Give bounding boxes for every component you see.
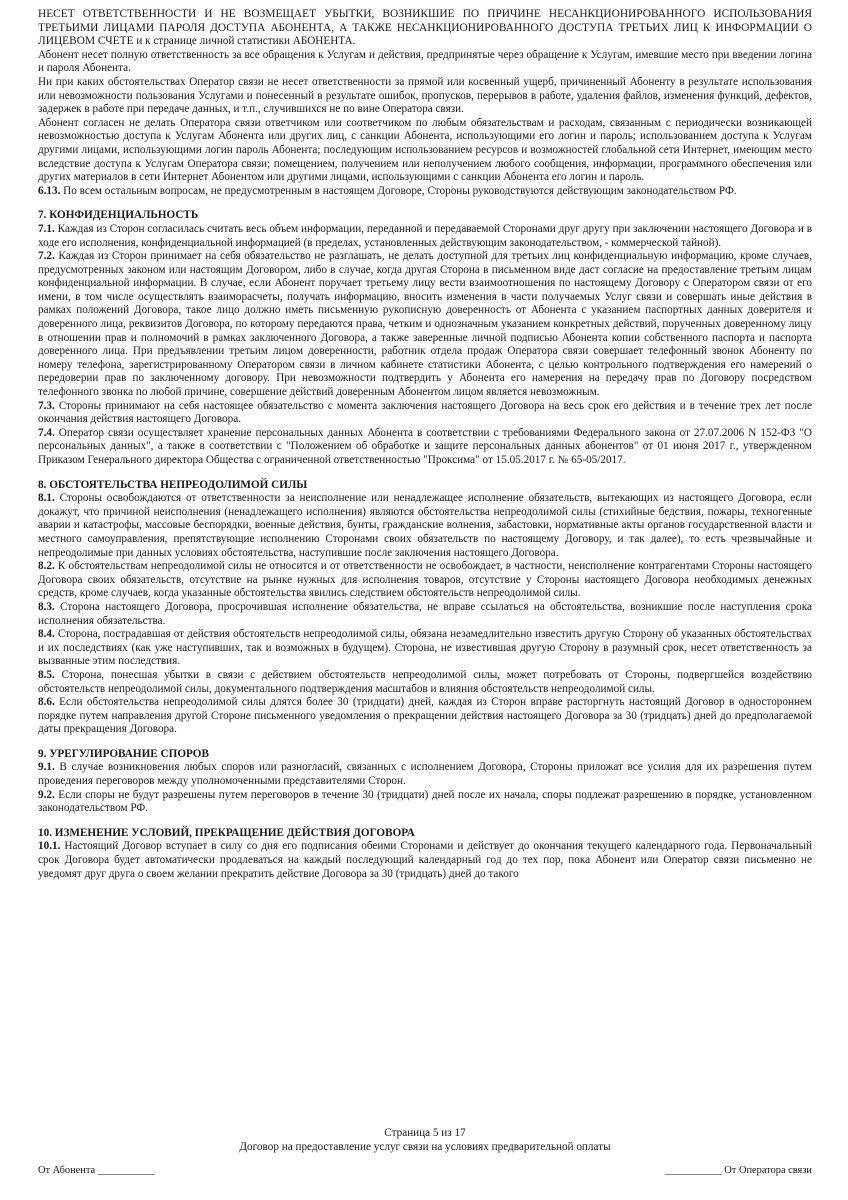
clause-6-13 — [38, 185, 812, 199]
clause-number: 8.6. — [38, 696, 55, 709]
clause-number: 9.1. — [38, 761, 55, 774]
clause-text: Оператор связи осуществляет хранение персональных данных Абонента в соответствии с требованиями Федерального закона от 27.07.2006 N 152-ФЗ "О персональных данных", а также в соответствии с "Положением об обработке и защите персональных данных абонентов" от 01 июня 2017 г., утвержденном Приказом Генерального директора Общества с ограниченной ответственностью "Проксима" от 15.05.2017 г. № 65-05/2017. — [38, 426, 812, 466]
clause-7-2 — [38, 250, 812, 400]
page-footer — [38, 1126, 812, 1154]
clause-7-4 — [38, 427, 812, 468]
section-title-9: 9. УРЕГУЛИРОВАНИЕ СПОРОВ — [38, 747, 209, 760]
clause-text: Настоящий Договор вступает в силу со дня его подписания обеими Сторонами и действует до окончания текущего календарного года. Первоначальный срок Договора будет автоматически продлеваться на каждый последующий календарный год до тех пор, пока Абонент или Оператор связи письменно не уведомят друг друга о своем желании прекратить действие Договора за 30 (тридцать) дней до такого — [38, 840, 812, 880]
clause-text: Сторона, понесшая убытки в связи с действием обстоятельств непреодолимой силы, может потребовать от Стороны, подвергшейся воздействию обстоятельств непреодолимой силы, документального подтверждения масштабов и влияния обстоятельств непреодолимой силы. — [38, 668, 812, 695]
clause-text: Сторона, пострадавшая от действия обстоятельств непреодолимой силы, обязана незамедлительно известить другую Сторону об указанных обстоятельствах и их последствиях (как уже наступивших, так и возможных в будущем). Сторона, не известившая другую Сторону в разумный срок, несет ответственность за вызванные этим последствия. — [38, 628, 812, 668]
clause-number: 7.1. — [38, 222, 55, 235]
clause-text: Стороны принимают на себя настоящее обязательство с момента заключения настоящего Договора на весь срок его действия и в течение трех лет после окончания действия настоящего Договора. — [38, 399, 812, 426]
clause-9-1 — [38, 761, 812, 788]
clause-text: Сторона настоящего Договора, просрочившая исполнение обязательства, не вправе ссылаться на обстоятельства, возникшие после наступления срока исполнения обязательства. — [38, 600, 812, 627]
clause-text: Каждая из Сторон согласилась считать весь объем информации, переданной и передаваемой Сторонами друг другу при заключении настоящего Договора и в ходе его исполнения, конфиденциальной информацией (в пределах, установленных действующим законодательством, - коммерческой тайной). — [38, 222, 812, 249]
clause-number: 8.4. — [38, 628, 55, 641]
caps-paragraph — [38, 8, 812, 49]
paragraph-damage-liability: Ни при каких обстоятельствах Оператор связи не несет ответственности за прямой или косвенный ущерб, причиненный Абоненту в результате использования или невозможности пользования Услугами и понесенный в результате ошибок, пропусков, перерывов в работе, удаления файлов, изменения функций, дефектов, задержек в работе при передаче данных, и т.п., случившихся не по вине Оператора связи. — [38, 75, 812, 116]
clause-8-6 — [38, 696, 812, 737]
document-page — [38, 8, 812, 881]
clause-number: 8.5. — [38, 668, 55, 681]
clause-number: 8.1. — [38, 492, 55, 505]
clause-number: 10.1. — [38, 840, 61, 853]
clause-9-2 — [38, 789, 812, 816]
clause-number: 6.13. — [38, 184, 61, 197]
clause-8-4 — [38, 628, 812, 669]
clause-text: Если споры не будут разрешены путем переговоров в течение 30 (тридцати) дней после их начала, споры подлежат разрешению в порядке, установленном законодательством РФ. — [38, 788, 812, 815]
page-number: Страница 5 из 17 — [384, 1127, 466, 1139]
clause-10-1 — [38, 840, 812, 881]
paragraph-abonent-consent: Абонент согласен не делать Оператора связи ответчиком или соответчиком по любым обязательствам и расходам, связанным с периодически возникающей невозможностью доступа к Услугам Абонента или других лиц, с санкции Абонента, использующими его логин и пароль; использованием доступа к Услугам другими лицами, использующими логин пароль Абонента; последующим использованием ресурсов и возможностей глобальной сети Интернет, имеющим место вследствие доступа к Услугам Оператора связи; помещением, получением или неполучением любого сообщения, информации, программного обеспечения или других материалов в сети Интернет Абонентом или другими лицами, использующими с санкции Абонента его логин и пароль. — [38, 116, 812, 184]
clause-7-3 — [38, 400, 812, 427]
clause-text: В случае возникновения любых споров или разногласий, связанных с исполнением Договора, Стороны приложат все усилия для их разрешения путем проведения переговоров между уполномоченными представителями Сторон. — [38, 761, 812, 788]
clause-8-2 — [38, 560, 812, 601]
clause-number: 8.3. — [38, 600, 55, 613]
clause-number: 9.2. — [38, 788, 55, 801]
clause-text: К обстоятельствам непреодолимой силы не относится и от ответственности не освобождает, в частности, неисполнение контрагентами Стороны настоящего Договора своих обязательств, отсутствие на рынке нужных для исполнения товаров, отсутствие у Стороны настоящего Договора необходимых денежных средств, кроме случаев, когда указанные обстоятельства явились следствием обстоятельств непреодолимой силы. — [38, 560, 812, 600]
clause-number: 8.2. — [38, 560, 55, 573]
document-title: Договор на предоставление услуг связи на условиях предварительной оплаты — [239, 1141, 611, 1153]
section-title-8: 8. ОБСТОЯТЕЛЬСТВА НЕПРЕОДОЛИМОЙ СИЛЫ — [38, 478, 308, 491]
clause-text: Если обстоятельства непреодолимой силы длятся более 30 (тридцати) дней, каждая из Сторон вправе расторгнуть настоящий Договор в одностороннем порядке путем направления другой Стороне письменного уведомления о прекращении действия настоящего Договора за 30 (тридцать) дней до предполагаемой даты прекращения Договора. — [38, 696, 812, 736]
clause-8-5 — [38, 669, 812, 696]
clause-text: Каждая из Сторон принимает на себя обязательство не разглашать, не делать доступной для третьих лиц конфиденциальную информацию, кроме случаев, предусмотренных законом или настоящим Договором, либо в случае, когда другая Сторона в письменном виде даст согласие на предоставление третьим лицам конфиденциальной информации. В случае, если Абонент поручает третьему лицу вести взаимоотношения по настоящему Договору с Оператором связи от его имени, в том числе осуществлять взаиморасчеты, получать информацию, вносить изменения в части получаемых Услуг связи и совершать иные действия в рамках положений Договора, такое лицо должно иметь письменную рукописную доверенность от Абонента с указанием паспортных данных доверителя и доверенного лица, реквизитов Договора, по которому передаются права, четким и однозначным указанием конкретных действий, порученных доверенному лицу в отношении прав и полномочий в рамках заключенного Договора, а также заверенные личной подписью Абонента копии собственного паспорта и паспорта доверенного лица. При предъявлении третьим лицом доверенности, работник отдела продаж Оператора связи совершает телефонный звонок Абоненту по номеру телефона, зарегистрированному Оператором связи в личном кабинете статистики Абонента, с целью контрольного подтверждения его намерений о передоверии прав по заключенному договору. При невозможности подтвердить у Абонента его намерения на передачу прав по Договору посредством телефонного звонка по любой причине, совершение действий доверенным Абонентом лицом является невозможным. — [38, 250, 812, 399]
clause-number: 7.3. — [38, 399, 55, 412]
clause-7-1 — [38, 223, 812, 250]
section-title-7: 7. КОНФИДЕНЦИАЛЬНОСТЬ — [38, 209, 199, 222]
section-title-10: 10. ИЗМЕНЕНИЕ УСЛОВИЙ, ПРЕКРАЩЕНИЕ ДЕЙСТВИЯ ДОГОВОРА — [38, 826, 415, 839]
clause-8-3 — [38, 601, 812, 628]
paragraph-login-responsibility: Абонент несет полную ответственность за все обращения к Услугам и действия, предпринятые через обращение к Услугам, имевшие место при введении логина и пароля Абонента. — [38, 48, 812, 75]
abonent-signature-line: От Абонента ___________ — [38, 1165, 155, 1176]
operator-signature-line: ___________ От Оператора связи — [664, 1165, 812, 1176]
clause-number: 7.4. — [38, 426, 55, 439]
clause-text: Стороны освобождаются от ответственности за неисполнение или ненадлежащее исполнение обязательств, вытекающих из настоящего Договора, если докажут, что причиной неисполнения (ненадлежащего исполнения) являются обстоятельства непреодолимой силы (стихийные бедствия, пожары, техногенные аварии и катастрофы, массовые беспорядки, военные действия, бунты, гражданские волнения, забастовки, нормативные акты органов государственной власти и местного самоуправления, препятствующие исполнению Сторонами своих обязательств по настоящему Договору, и так далее), то есть чрезвычайные и непреодолимые при данных условиях обстоятельства, наступившие после заключения настоящего Договора. — [38, 492, 812, 559]
caps-tail: и к странице личной статистики АБОНЕНТА. — [133, 35, 356, 48]
caps-line: НЕСЕТ ОТВЕТСТВЕННОСТИ И НЕ ВОЗМЕЩАЕТ УБЫТКИ, ВОЗНИКШИЕ ПО ПРИЧИНЕ НЕСАНКЦИОНИРОВАННОГО ИСПОЛЬЗОВАНИЯ ТРЕТЬИМИ ЛИЦАМИ ПАРОЛЯ ДОСТУПА АБОНЕНТА, А ТАКЖЕ НЕСАНКЦИОНИРОВАННОГО ДОСТУПА ТРЕТЬИХ ЛИЦ К ИНФОРМАЦИИ О ЛИЦЕВОМ СЧЕТЕ — [38, 8, 812, 48]
clause-number: 7.2. — [38, 250, 55, 263]
clause-text: По всем остальным вопросам, не предусмотренным в настоящем Договоре, Стороны руководствуются действующим законодательством РФ. — [60, 184, 737, 197]
clause-8-1 — [38, 492, 812, 560]
